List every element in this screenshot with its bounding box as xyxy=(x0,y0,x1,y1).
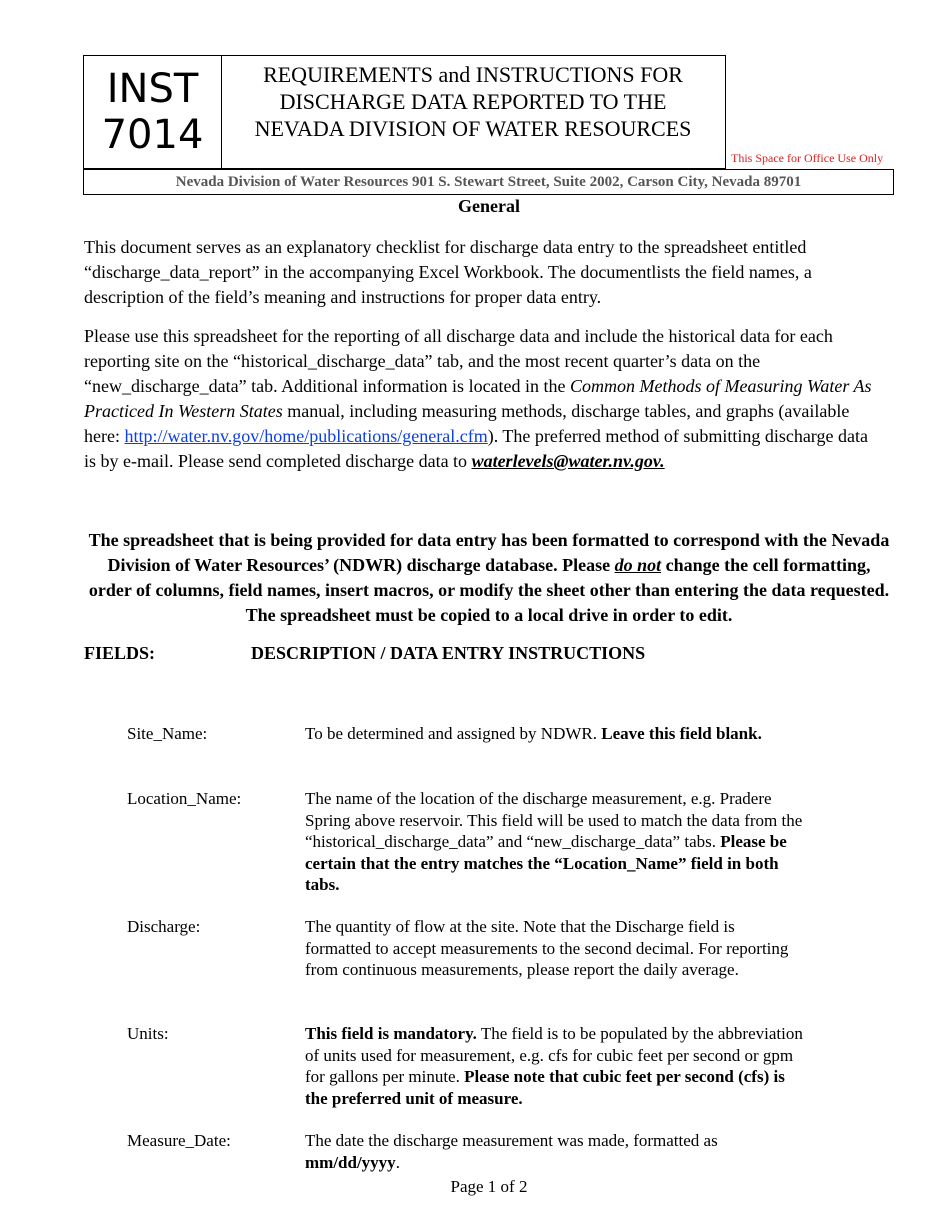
desc-bold: Please be certain that the entry matches the “Location_Name” field in both tabs. xyxy=(305,832,787,894)
section-title: General xyxy=(458,196,520,216)
publications-link[interactable]: http://water.nv.gov/home/publications/general.cfm xyxy=(124,426,488,446)
intro-paragraph-1: This document serves as an explanatory checklist for discharge data entry to the spreadsheet entitled “discharge_data_report” in the accompanying Excel Workbook. The documentlists the field names, a description of the field’s meaning and instructions for proper data entry. xyxy=(84,237,812,307)
warning-text-a: The spreadsheet that is being provided for data entry has been formatted to correspond with the Nevada Division of Water Resources’ (NDWR) discharge database. Please xyxy=(88,530,890,575)
field-description xyxy=(305,1130,805,1173)
document-title-box xyxy=(221,55,726,169)
address-bar: Nevada Division of Water Resources 901 S. Stewart Street, Suite 2002, Carson City, Nevada 89701 xyxy=(83,169,894,195)
office-use-label: This Space for Office Use Only xyxy=(731,151,884,165)
field-name: Measure_Date: xyxy=(127,1131,231,1150)
field-name: Site_Name: xyxy=(127,724,208,743)
description-column-header: DESCRIPTION / DATA ENTRY INSTRUCTIONS xyxy=(251,643,646,663)
p2-text-a: Please use this spreadsheet for the reporting of all discharge data and include the historical data for each reporting site on the “historical_discharge_data” tab, and the most recent quarter’s data on the “new_discharge_data” tab. Additional information is located in the xyxy=(84,326,833,396)
field-description xyxy=(305,1023,805,1109)
fields-column-header: FIELDS: xyxy=(84,643,156,663)
title-line-2: DISCHARGE DATA REPORTED TO THE xyxy=(279,89,667,114)
p2-text-c: ). The preferred method of submitting discharge data is by e-mail. Please send completed discharge data to xyxy=(84,426,868,471)
form-code-line1: INST xyxy=(106,66,199,112)
form-code-line2: 7014 xyxy=(101,112,204,158)
title-line-3: NEVADA DIVISION OF WATER RESOURCES xyxy=(254,116,692,141)
intro-paragraph-2 xyxy=(84,324,884,474)
desc-text: To be determined and assigned by NDWR. xyxy=(305,724,602,743)
email-address[interactable]: waterlevels@water.nv.gov. xyxy=(471,451,665,471)
title-line-1: REQUIREMENTS and INSTRUCTIONS FOR xyxy=(263,62,683,87)
desc-text: The date the discharge measurement was made, formatted as xyxy=(305,1131,718,1150)
warning-text-b: change the cell formatting, order of columns, field names, insert macros, or modify the sheet other than entering the data requested. The spreadsheet must be copied to a local drive in order to edit. xyxy=(88,555,890,625)
field-description xyxy=(305,788,805,896)
desc-text: The field is to be populated by the abbreviation of units used for measurement, e.g. cfs for cubic feet per second or gpm for gallons per minute. xyxy=(305,1024,803,1086)
desc-bold: Leave this field blank. xyxy=(601,724,762,743)
field-name: Discharge: xyxy=(127,917,201,936)
p2-text-b: manual, including measuring methods, discharge tables, and graphs (available here: xyxy=(84,401,850,446)
desc-text-end: . xyxy=(395,1152,400,1172)
page-number: Page 1 of 2 xyxy=(450,1177,528,1196)
desc-bold: This field is mandatory. xyxy=(305,1024,477,1043)
field-name: Units: xyxy=(127,1024,169,1043)
field-description xyxy=(305,723,805,745)
document-header xyxy=(83,55,893,195)
formatting-warning xyxy=(84,528,894,628)
field-name: Location_Name: xyxy=(127,789,242,808)
warning-do-not: do not xyxy=(614,555,662,575)
form-code-box xyxy=(83,55,222,169)
manual-title: Common Methods of Measuring Water As Practiced In Western States xyxy=(84,376,872,421)
field-description: The quantity of flow at the site. Note that the Discharge field is formatted to accept measurements to the second decimal. For reporting from continuous measurements, please report the daily average. xyxy=(305,917,789,979)
desc-text: The name of the location of the discharge measurement, e.g. Pradere Spring above reservoir. This field will be used to match the data from the “historical_discharge_data” and “new_discharge_data” tabs. xyxy=(305,789,803,851)
desc-bold: mm/dd/yyyy xyxy=(305,1152,396,1172)
desc-bold-2: Please note that cubic feet per second (cfs) is the preferred unit of measure. xyxy=(305,1067,785,1108)
